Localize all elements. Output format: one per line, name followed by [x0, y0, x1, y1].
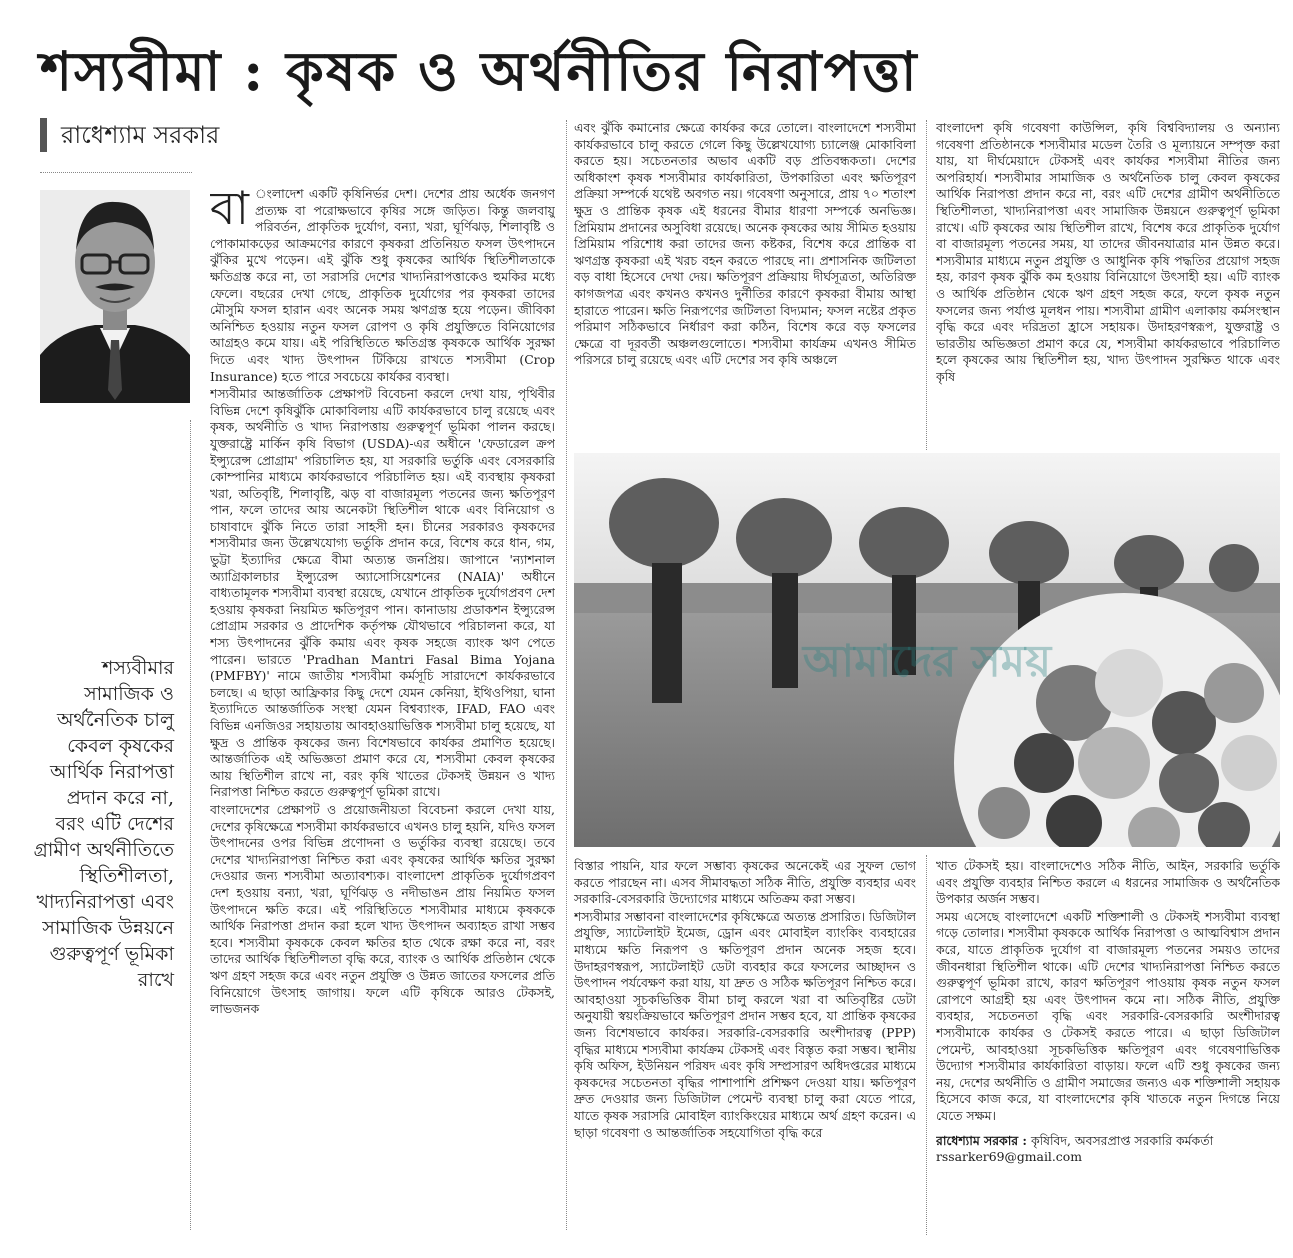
article-column-2-bottom: [574, 858, 916, 1238]
column-divider: [190, 420, 191, 1230]
pull-quote: শস্যবীমার সামাজিক ও অর্থনৈতিক চালু কেবল কৃষকের আর্থিক নিরাপত্তা প্রদান করে না, বরং এটি দেশের গ্রামীণ অর্থনীতিতে স্থিতিশীলতা, খাদ্যনিরাপত্তা এবং সামাজিক উন্নয়নে গুরুত্বপূর্ণ ভূমিকা রাখে: [33, 657, 174, 991]
paragraph: খাত টেকসই হয়। বাংলাদেশেও সঠিক নীতি, আইন, সরকারি ভর্তুকি এবং প্রযুক্তি ব্যবহার নিশ্চিত করলে এ ধরনের সামাজিক ও অর্থনৈতিক উপকার অর্জন সম্ভব।: [936, 858, 1280, 907]
article-photo: [574, 453, 1280, 847]
author-role: কৃষিবিদ, অবসরপ্রাপ্ত সরকারি কর্মকর্তা: [1030, 1132, 1214, 1148]
divider: [40, 172, 192, 173]
author-name: রাধেশ্যাম সরকার :: [936, 1132, 1028, 1148]
column-divider: [566, 120, 567, 1230]
author-email: rssarker69@gmail.com: [936, 1149, 1082, 1165]
author-signature: [936, 1133, 1280, 1166]
author-photo: [40, 190, 190, 403]
headline: শস্যবীমা : কৃষক ও অর্থনীতির নিরাপত্তা: [40, 39, 919, 103]
article-column-3-bottom: [936, 858, 1280, 1243]
paragraph: বাংলাদেশের প্রেক্ষাপট ও প্রয়োজনীয়তা বিবেচনা করলে দেখা যায়, দেশের কৃষিক্ষেত্রে শস্যবীমা কার্যকরভাবে এখনও চালু হয়নি, যদিও ফসল উৎপাদনের ওপর বিভিন্ন প্রণোদনা ও ভর্তুকির ব্যবস্থা রয়েছে। তবে দেশের খাদ্যনিরাপত্তা নিশ্চিত করা এবং কৃষকের আর্থিক ক্ষতির সুরক্ষা দেওয়ার জন্য শস্যবীমা অত্যাবশ্যক। বাংলাদেশ প্রাকৃতিক দুর্যোগপ্রবণ দেশ হওয়ায় বন্যা, খরা, ঘূর্ণিঝড় ও নদীভাঙন প্রায় নিয়মিত ফসল উৎপাদনে ক্ষতি করে। এই পরিস্থিতিতে শস্যবীমার মাধ্যমে কৃষককে আর্থিক নিরাপত্তা প্রদান করা হলে খাদ্য উৎপাদন অব্যাহত রাখা সম্ভব হবে। শস্যবীমা কৃষককে কেবল ক্ষতির হাত থেকে রক্ষা করে না, বরং তাদের আর্থিক স্থিতিশীলতা বৃদ্ধি করে, ব্যাংক ও আর্থিক প্রতিষ্ঠান থেকে ঋণ গ্রহণ সহজ করে এবং নতুন প্রযুক্তি ও উন্নত জাতের ফসলের প্রতি বিনিয়োগে উৎসাহ জাগায়। ফলে এটি কৃষিকে আরও টেকসই, লাভজনক: [210, 801, 555, 1017]
article-column-2-top: [574, 120, 916, 445]
paragraph: ংলাদেশ একটি কৃষিনির্ভর দেশ। দেশের প্রায় অর্ধেক জনগণ প্রত্যক্ষ বা পরোক্ষভাবে কৃষির সঙ্গে জড়িত। কিন্তু জলবায়ু পরিবর্তন, প্রাকৃতিক দুর্যোগ, বন্যা, খরা, ঘূর্ণিঝড়, শিলাবৃষ্টি ও পোকামাকড়ের আক্রমণের কারণে কৃষকরা প্রতিনিয়ত ফসল উৎপাদনে ঝুঁকির মুখে পড়েন। এই ঝুঁকি শুধু কৃষকের আর্থিক স্থিতিশীলতাকে ক্ষতিগ্রস্ত করে না, তা সরাসরি দেশের খাদ্যনিরাপত্তাকেও হুমকির মধ্যে ফেলে। বছরের দেখা গেছে, প্রাকৃতিক দুর্যোগের পর কৃষকরা তাদের মৌসুমি ফসল হারান এবং অনেক সময় ঋণগ্রস্ত হয়ে পড়েন। জীবিকা অনিশ্চিত হওয়ায় নতুন ফসল রোপণ ও কৃষি প্রযুক্তিতে বিনিয়োগের আগ্রহও কমে যায়। এই পরিস্থিতিতে ক্ষতিগ্রস্ত কৃষককে আর্থিক সুরক্ষা দিতে এবং খাদ্য উৎপাদন টিকিয়ে রাখতে শস্যবীমা (Crop Insurance) হতে পারে সবচেয়ে কার্যকর ব্যবস্থা।: [210, 186, 555, 384]
paragraph: শস্যবীমার আন্তর্জাতিক প্রেক্ষাপট বিবেচনা করলে দেখা যায়, পৃথিবীর বিভিন্ন দেশে কৃষিঝুঁকি মোকাবিলায় এটি কার্যকরভাবে চালু রয়েছে এবং কৃষক, অর্থনীতি ও খাদ্য নিরাপত্তায় গুরুত্বপূর্ণ ভূমিকা পালন করছে। যুক্তরাষ্ট্রে মার্কিন কৃষি বিভাগ (USDA)-এর অধীনে 'ফেডারেল ক্রপ ইন্স্যুরেন্স প্রোগ্রাম' পরিচালিত হয়, যা সরকারি ভর্তুকি এবং বেসরকারি কোম্পানির মাধ্যমে কার্যকরভাবে পরিচালিত হয়। এই ব্যবস্থায় কৃষকরা খরা, অতিবৃষ্টি, শিলাবৃষ্টি, ঝড় বা বাজারমূল্য পতনের জন্য ক্ষতিপূরণ পান, ফলে তাদের আয় অনেকটা স্থিতিশীল থাকে এবং বিনিয়োগ ও চাষাবাদে ঝুঁকি নিতে তারা সাহসী হন। চীনের সরকারও কৃষকদের শস্যবীমার জন্য উল্লেখযোগ্য ভর্তুকি প্রদান করে, বিশেষ করে ধান, গম, ভুট্টা ইত্যাদির ক্ষেত্রে বীমা অত্যন্ত জনপ্রিয়। জাপানে 'ন্যাশনাল অ্যাগ্রিকালচার ইন্স্যুরেন্স অ্যাসোসিয়েশনের (NAIA)' অধীনে বাধ্যতামূলক শস্যবীমা ব্যবস্থা রয়েছে, যেখানে প্রাকৃতিক দুর্যোগপ্রবণ দেশ হওয়ায় কৃষকরা নিয়মিত ক্ষতিপূরণ পান। কানাডায় প্রডাকশন ইন্স্যুরেন্স প্রোগ্রাম সরকার ও প্রাদেশিক কর্তৃপক্ষ যৌথভাবে পরিচালনা করে, যা শস্য উৎপাদনের ঝুঁকি কমায় এবং কৃষক সহজে ব্যাংক ঋণ পেতে পারেন। ভারতে 'Pradhan Mantri Fasal Bima Yojana (PMFBY)' নামে জাতীয় শস্যবীমা কর্মসূচি সারাদেশে কার্যকরভাবে চলছে। এ ছাড়া আফ্রিকার কিছু দেশে যেমন কেনিয়া, ইথিওপিয়া, ঘানা ইত্যাদিতে আন্তর্জাতিক সংস্থা যেমন বিশ্বব্যাংক, IFAD, FAO এবং বিভিন্ন এনজিওর সহায়তায় আবহাওয়াভিত্তিক শস্যবীমা চালু হয়েছে, যা ক্ষুদ্র ও প্রান্তিক কৃষকের জন্য বিশেষভাবে কার্যকর প্রমাণিত হয়েছে। আন্তর্জাতিক এই অভিজ্ঞতা প্রমাণ করে যে, শস্যবীমা কেবল কৃষকের আয় স্থিতিশীল রাখে না, বরং কৃষি খাতের টেকসই উন্নয়ন ও খাদ্য নিরাপত্তা নিশ্চিত করতে গুরুত্বপূর্ণ ভূমিকা রাখে।: [210, 386, 555, 800]
paragraph: বাংলাদেশ কৃষি গবেষণা কাউন্সিল, কৃষি বিশ্ববিদ্যালয় ও অন্যান্য গবেষণা প্রতিষ্ঠানকে শস্যবীমার মডেল তৈরি ও মূল্যায়নে সম্পৃক্ত করা যায়, যা দীর্ঘমেয়াদে টেকসই এবং কার্যকর শস্যবীমা নীতির জন্য অপরিহার্য। শস্যবীমার সামাজিক ও অর্থনৈতিক চালু কেবল কৃষকের আর্থিক নিরাপত্তা প্রদান করে না, বরং এটি দেশের গ্রামীণ অর্থনীতিতে স্থিতিশীলতা, খাদ্যনিরাপত্তা এবং সামাজিক উন্নয়নে গুরুত্বপূর্ণ ভূমিকা রাখে। এটি কৃষকের আয় স্থিতিশীল রাখে, বিশেষ করে প্রাকৃতিক দুর্যোগ বা বাজারমূল্য পতনের সময়, যা তাদের জীবনযাত্রার মান উন্নত করে। শস্যবীমার মাধ্যমে নতুন প্রযুক্তি ও আধুনিক কৃষি পদ্ধতির প্রয়োগ সহজ হয়, কারণ কৃষক ঝুঁকি কম হওয়ায় বিনিয়োগে উৎসাহী হয়। এটি ব্যাংক ও আর্থিক প্রতিষ্ঠান থেকে ঋণ গ্রহণ সহজ করে, ফলে কৃষক নতুন ফসলের জন্য পর্যাপ্ত মূলধন পায়। শস্যবীমা গ্রামীণ এলাকায় কর্মসংস্থান বৃদ্ধি করে এবং দরিদ্রতা হ্রাসে সহায়ক। উদাহরণস্বরূপ, যুক্তরাষ্ট্র ও ভারতীয় অভিজ্ঞতা প্রমাণ করে যে, শস্যবীমা কার্যকরভাবে পরিচালিত হলে কৃষকের আয় স্থিতিশীল হয়, খাদ্য উৎপাদন সুরক্ষিত থাকে এবং কৃষি: [936, 120, 1280, 384]
paragraph: এবং ঝুঁকি কমানোর ক্ষেত্রে কার্যকর করে তোলে। বাংলাদেশে শস্যবীমা কার্যকরভাবে চালু করতে গেলে কিছু উল্লেখযোগ্য চ্যালেঞ্জ মোকাবিলা করতে হয়। সচেতনতার অভাব একটি বড় প্রতিবন্ধকতা। দেশের অধিকাংশ কৃষক শস্যবীমার কার্যকারিতা, উপকারিতা এবং ক্ষতিপূরণ প্রক্রিয়া সম্পর্কে যথেষ্ট অবগত নয়। গবেষণা অনুসারে, প্রায় ৭০ শতাংশ ক্ষুদ্র ও প্রান্তিক কৃষক এই ধরনের বীমার ধারণা সম্পর্কে অনভিজ্ঞ। প্রিমিয়াম প্রদানের অসুবিধা রয়েছে। অনেক কৃষকের আয় সীমিত হওয়ায় প্রিমিয়াম পরিশোধ করা তাদের জন্য কষ্টকর, বিশেষ করে প্রান্তিক বা ঋণগ্রস্ত কৃষকরা এই খরচ বহন করতে পারছে না। প্রশাসনিক জটিলতা বড় বাধা হিসেবে দেখা দেয়। ক্ষতিপূরণ প্রক্রিয়ায় দীর্ঘসূত্রতা, অতিরিক্ত কাগজপত্র এবং কখনও কখনও দুর্নীতির কারণে কৃষকরা বীমায় আস্থা হারাতে পারেন। ক্ষতি নিরূপণের জটিলতা বিদ্যমান; ফসল নষ্টের প্রকৃত পরিমাণ সঠিকভাবে নির্ধারণ করা কঠিন, বিশেষ করে বড় ফসলের ক্ষেত্রে বা দূরবর্তী অঞ্চলগুলোতে। শস্যবীমা কার্যক্রম এখনও সীমিত পরিসরে চালু রয়েছে এবং এটি দেশের সব কৃষি অঞ্চলে: [574, 120, 916, 368]
drop-cap: বা: [210, 186, 249, 235]
byline: রাধেশ্যাম সরকার: [40, 118, 219, 152]
article-column-1: [210, 186, 555, 1236]
article-column-3-top: [936, 120, 1280, 445]
column-divider: [926, 855, 927, 1235]
paragraph: শস্যবীমার সম্ভাবনা বাংলাদেশের কৃষিক্ষেত্রে অত্যন্ত প্রসারিত। ডিজিটাল প্রযুক্তি, স্যাটেলাইট ইমেজ, ড্রোন এবং মোবাইল ব্যাংকিং ব্যবহারের মাধ্যমে ক্ষতি নিরূপণ ও ক্ষতিপূরণ প্রদান অনেক সহজ হবে। উদাহরণস্বরূপ, স্যাটেলাইট ডেটা ব্যবহার করে ফসলের আচ্ছাদন ও উৎপাদন পর্যবেক্ষণ করা যায়, যা দ্রুত ও সঠিক ক্ষতিপূরণ নিশ্চিত করে। আবহাওয়া সূচকভিত্তিক বীমা চালু করলে খরা বা অতিবৃষ্টির ডেটা অনুযায়ী স্বয়ংক্রিয়ভাবে ক্ষতিপূরণ প্রদান সম্ভব হবে, যা প্রান্তিক কৃষকের জন্য বিশেষভাবে কার্যকর। সরকারি-বেসরকারি অংশীদারত্ব (PPP) বৃদ্ধির মাধ্যমে শস্যবীমা কার্যক্রম টেকসই এবং বিস্তৃত করা সম্ভব। স্থানীয় কৃষি অফিস, ইউনিয়ন পরিষদ এবং কৃষি সম্প্রসারণ অধিদপ্তরের মাধ্যমে কৃষকদের সচেতনতা বৃদ্ধির পাশাপাশি প্রশিক্ষণ দেওয়া যায়। ক্ষতিপূরণ দ্রুত দেওয়ার জন্য ডিজিটাল পেমেন্ট ব্যবস্থা চালু করা যেতে পারে, যাতে কৃষক সরাসরি মোবাইল ব্যাংকিংয়ের মাধ্যমে অর্থ গ্রহণ করেন। এ ছাড়া গবেষণা ও আন্তর্জাতিক সহযোগিতা বৃদ্ধি করে: [574, 908, 916, 1140]
paragraph: সময় এসেছে বাংলাদেশে একটি শক্তিশালী ও টেকসই শস্যবীমা ব্যবস্থা গড়ে তোলার। শস্যবীমা কৃষককে আর্থিক নিরাপত্তা ও আত্মবিশ্বাস প্রদান করে, যাতে প্রাকৃতিক দুর্যোগ বা বাজারমূল্য পতনের সময়ও তাদের জীবনধারা স্থিতিশীল থাকে। এটি দেশের খাদ্যনিরাপত্তা নিশ্চিত করতে গুরুত্বপূর্ণ ভূমিকা রাখে, কারণ ক্ষতিপূরণ পাওয়ায় কৃষক নতুন ফসল রোপণে আগ্রহী হয় এবং উৎপাদন কমে না। সঠিক নীতি, প্রযুক্তি ব্যবহার, সচেতনতা বৃদ্ধি এবং সরকারি-বেসরকারি অংশীদারত্ব শস্যবীমাকে কার্যকর ও টেকসই করতে পারে। এ ছাড়া ডিজিটাল পেমেন্ট, আবহাওয়া সূচকভিত্তিক ক্ষতিপূরণ এবং গবেষণাভিত্তিক উদ্যোগ শস্যবীমার কার্যকারিতা বাড়ায়। ফলে এটি শুধু কৃষকের জন্য নয়, দেশের অর্থনীতি ও গ্রামীণ সমাজের জন্যও এক শক্তিশালী সহায়ক হিসেবে কাজ করে, যা বাংলাদেশের কৃষি খাতকে নতুন দিগন্তে নিয়ে যেতে সক্ষম।: [936, 908, 1280, 1123]
paragraph: বিস্তার পায়নি, যার ফলে সম্ভাব্য কৃষকের অনেকেই এর সুফল ভোগ করতে পারছেন না। এসব সীমাবদ্ধতা সঠিক নীতি, প্রযুক্তি ব্যবহার এবং সরকারি-বেসরকারি উদ্যোগের মাধ্যমে অতিক্রম করা সম্ভব।: [574, 858, 916, 907]
column-divider: [926, 120, 927, 450]
watermark: আমাদের সময়: [802, 636, 1052, 687]
